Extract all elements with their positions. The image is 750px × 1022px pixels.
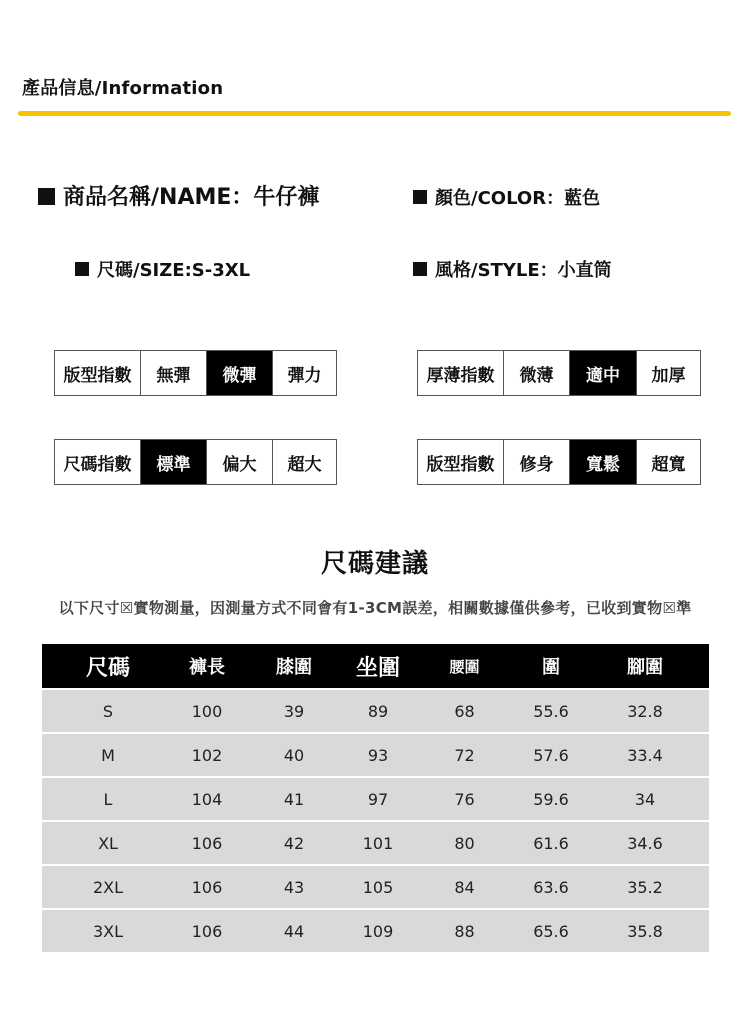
header-size: 尺碼 <box>85 655 130 681</box>
measurement-note: 以下尺寸☒實物測量，因測量方式不同會有1-3CM誤差，相關數據僅供參考，已收到實物☒準 <box>58 599 692 617</box>
cell-waist: 76 <box>454 789 475 809</box>
table-body <box>42 690 709 952</box>
info-size: 尺碼/SIZE:S-3XL <box>75 256 250 282</box>
header-hip: 坐圍 <box>355 655 400 681</box>
cell-leg-opening: 33.4 <box>627 745 663 765</box>
cell-leg-opening: 35.8 <box>627 921 663 941</box>
yellow-divider <box>18 111 731 116</box>
cell-waist: 80 <box>454 833 475 853</box>
cell-knee: 40 <box>283 745 305 765</box>
cell-thigh: 61.6 <box>533 833 569 853</box>
cell-hip: 101 <box>362 833 394 853</box>
table-row <box>42 866 709 908</box>
cell-leg-opening: 34.6 <box>627 833 663 853</box>
cell-thigh: 65.6 <box>533 921 569 941</box>
index-option-extra-wide: 超寬 <box>636 440 700 484</box>
table-row <box>42 690 709 732</box>
cell-size: XL <box>98 833 118 853</box>
index-box-size <box>54 439 337 485</box>
cell-knee: 43 <box>283 877 305 897</box>
index-option-slight-selected: 微彈 <box>206 351 272 395</box>
cell-waist: 84 <box>454 877 475 897</box>
cell-size: S <box>102 701 114 721</box>
cell-thigh: 59.6 <box>533 789 569 809</box>
index-option-thin: 微薄 <box>503 351 569 395</box>
section-title-information: 產品信息/Information <box>22 78 224 99</box>
cell-hip: 109 <box>362 921 394 941</box>
index-option-elastic: 彈力 <box>272 351 336 395</box>
cell-length: 106 <box>191 833 223 853</box>
table-row <box>42 910 709 952</box>
header-knee: 膝圍 <box>276 657 312 678</box>
table-row <box>42 778 709 820</box>
cell-length: 104 <box>191 789 223 809</box>
size-guide-title: 尺碼建議 <box>320 549 429 579</box>
index-option-medium-selected: 適中 <box>569 351 636 395</box>
index-label: 版型指數 <box>63 365 132 386</box>
info-product-name: 商品名稱/NAME：牛仔褲 <box>38 180 319 211</box>
header-length: 褲長 <box>189 657 225 678</box>
index-box-cut <box>417 439 701 485</box>
cell-thigh: 57.6 <box>533 745 569 765</box>
cell-leg-opening: 34 <box>634 789 656 809</box>
index-label: 厚薄指數 <box>426 365 495 386</box>
index-option-large: 偏大 <box>206 440 272 484</box>
cell-hip: 89 <box>367 701 389 721</box>
cell-thigh: 55.6 <box>533 701 569 721</box>
index-option-extra-large: 超大 <box>272 440 336 484</box>
cell-size: L <box>103 789 113 809</box>
square-bullet-icon <box>413 262 427 276</box>
cell-knee: 42 <box>283 833 305 853</box>
cell-hip: 105 <box>362 877 394 897</box>
index-box-elasticity <box>54 350 337 396</box>
cell-waist: 68 <box>454 701 475 721</box>
cell-thigh: 63.6 <box>533 877 569 897</box>
cell-knee: 39 <box>283 701 305 721</box>
index-option-none: 無彈 <box>140 351 206 395</box>
cell-size: 3XL <box>92 921 124 941</box>
cell-length: 106 <box>191 877 223 897</box>
cell-waist: 88 <box>454 921 475 941</box>
index-option-loose-selected: 寬鬆 <box>569 440 636 484</box>
info-style: 風格/STYLE：小直筒 <box>413 256 612 282</box>
square-bullet-icon <box>38 188 55 205</box>
header-thigh: 圍 <box>542 657 560 678</box>
cell-length: 100 <box>191 701 223 721</box>
index-label: 版型指數 <box>426 454 495 475</box>
cell-length: 102 <box>191 745 223 765</box>
index-option-standard-selected: 標準 <box>140 440 206 484</box>
cell-knee: 41 <box>283 789 305 809</box>
size-table <box>42 644 709 952</box>
index-option-slim: 修身 <box>503 440 569 484</box>
cell-size: M <box>101 745 115 765</box>
cell-length: 106 <box>191 921 223 941</box>
cell-leg-opening: 32.8 <box>627 701 663 721</box>
index-box-thickness <box>417 350 701 396</box>
info-color: 顏色/COLOR：藍色 <box>413 184 600 210</box>
table-row <box>42 734 709 776</box>
cell-waist: 72 <box>454 745 475 765</box>
index-label: 尺碼指數 <box>63 454 132 475</box>
cell-knee: 44 <box>283 921 305 941</box>
cell-hip: 97 <box>367 789 389 809</box>
header-waist: 腰圍 <box>449 657 480 676</box>
header-leg-opening: 腳圍 <box>627 657 663 678</box>
square-bullet-icon <box>75 262 89 276</box>
table-row <box>42 822 709 864</box>
index-option-thick: 加厚 <box>636 351 700 395</box>
cell-size: 2XL <box>92 877 124 897</box>
cell-leg-opening: 35.2 <box>627 877 663 897</box>
table-header <box>42 644 709 688</box>
square-bullet-icon <box>413 190 427 204</box>
cell-hip: 93 <box>367 745 389 765</box>
